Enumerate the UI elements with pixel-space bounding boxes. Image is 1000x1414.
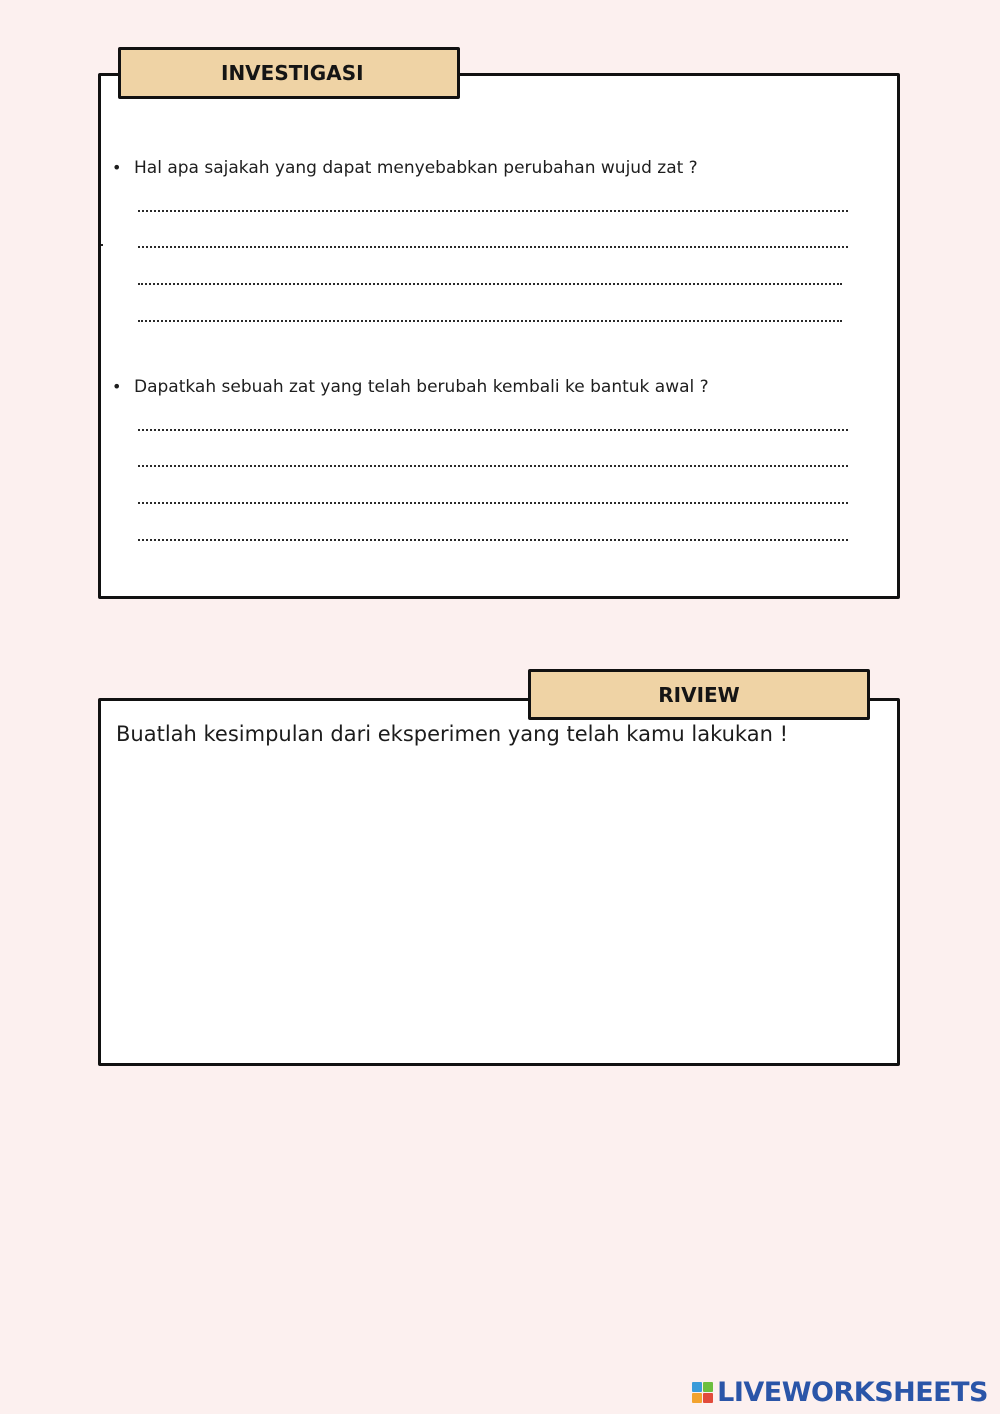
riview-tab — [528, 669, 870, 720]
bullet-icon: • — [112, 377, 122, 396]
investigasi-title: INVESTIGASI — [221, 61, 364, 85]
liveworksheets-logo — [692, 1377, 988, 1408]
answer-line-q1-2[interactable] — [138, 244, 848, 248]
riview-title: RIVIEW — [658, 682, 740, 707]
investigasi-tab — [118, 47, 460, 99]
answer-line-q1-3[interactable] — [138, 281, 842, 285]
answer-line-q2-3[interactable] — [138, 500, 848, 504]
investigasi-card — [98, 73, 900, 599]
riview-prompt: Buatlah kesimpulan dari eksperimen yang telah kamu lakukan ! — [116, 722, 788, 746]
answer-line-q1-1[interactable] — [138, 208, 848, 212]
answer-line-q2-2[interactable] — [138, 463, 848, 467]
answer-line-q2-1[interactable] — [138, 427, 848, 431]
brand-text: LIVEWORKSHEETS — [717, 1377, 988, 1408]
answer-line-q1-4[interactable] — [138, 318, 842, 322]
question-1 — [112, 158, 698, 178]
stray-dot — [101, 244, 103, 246]
answer-line-q2-4[interactable] — [138, 537, 848, 541]
question-2 — [112, 377, 709, 397]
question-2-text: Dapatkah sebuah zat yang telah berubah kembali ke bantuk awal ? — [134, 377, 709, 397]
bullet-icon: • — [112, 158, 122, 177]
riview-card[interactable] — [98, 698, 900, 1066]
liveworksheets-logo-icon — [692, 1382, 713, 1403]
question-1-text: Hal apa sajakah yang dapat menyebabkan perubahan wujud zat ? — [134, 158, 698, 178]
